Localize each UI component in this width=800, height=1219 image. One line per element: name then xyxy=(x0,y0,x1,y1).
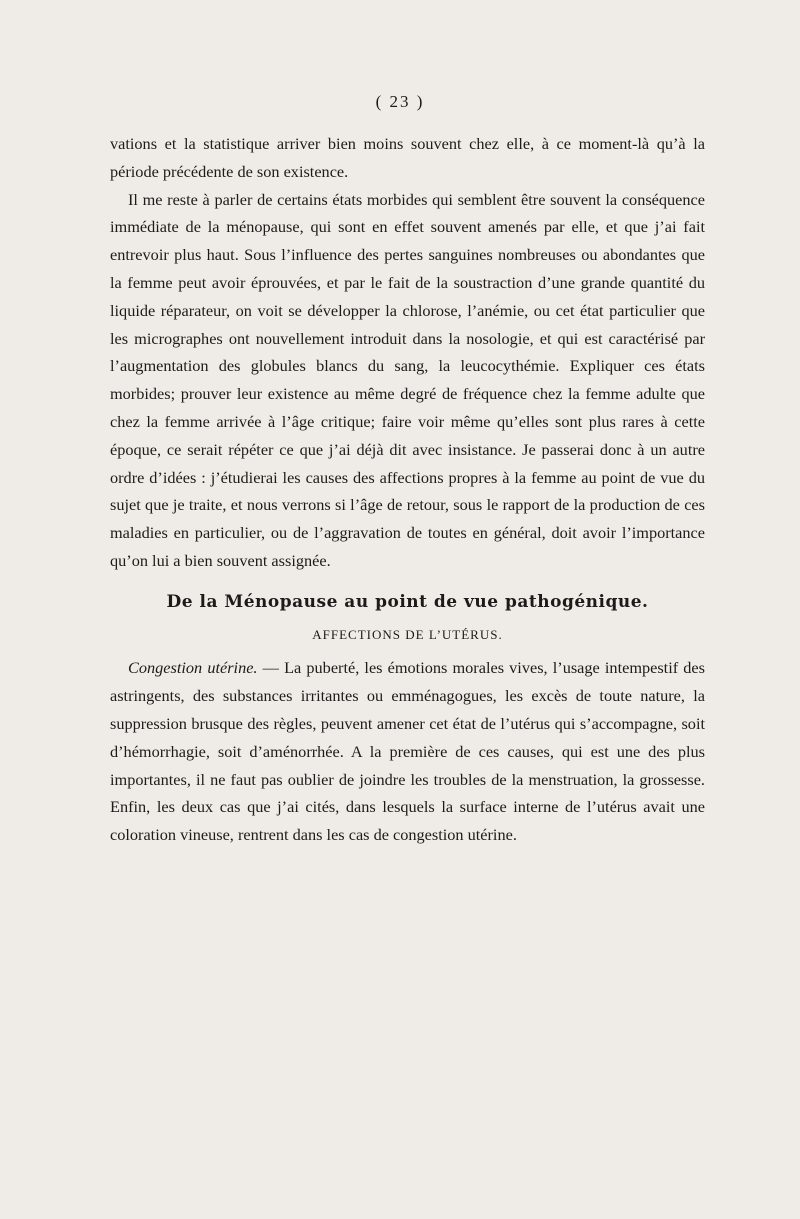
paragraph-uterine-congestion xyxy=(110,654,705,849)
page-number: ( 23 ) xyxy=(375,92,425,111)
paragraph-continuation: vations et la statistique arriver bien moins souvent chez elle, à ce moment-là qu’à la période précédente de son existence. xyxy=(110,134,705,181)
paragraph-lead-term: Congestion utérine. xyxy=(128,658,258,678)
section-title: De la Ménopause au point de vue pathogénique. xyxy=(166,591,649,612)
paragraph-text: — La puberté, les émotions morales vives, l’usage intempestif des astringents, des substances irritantes ou emménagogues, les excès de toute nature, la suppression brusque des règles, peuvent amener cet état de l’utérus qui s’accompagne, soit d’hémorrhagie, soit d’aménorrhée. A la première de ces causes, qui est une des plus importantes, il ne faut pas oublier de joindre les troubles de la menstruation, la grossesse. Enfin, les deux cas que j’ai cités, dans lesquels la surface interne de l’utérus avait une coloration vineuse, rentrent dans les cas de congestion utérine. xyxy=(110,658,705,845)
subsection-title: AFFECTIONS DE L’UTÉRUS. xyxy=(312,626,503,642)
paragraph-morbid-states: Il me reste à parler de certains états morbides qui semblent être souvent la conséquence immédiate de la ménopause, qui sont en effet souvent amenés par elle, et que j’ai fait entrevoir plus haut. Sous l’influence des pertes sanguines nombreuses ou abondantes que la femme peut avoir éprouvées, et par le fait de la soustraction d’une grande quantité du liquide réparateur, on voit se développer la chlorose, l’anémie, ou cet état particulier que les micrographes ont nouvellement introduit dans la nosologie, et qui est caractérisé par l’augmentation des globules blancs du sang, la leucocythémie. Expliquer ces états morbides; prouver leur existence au même degré de fréquence chez la femme adulte que chez la femme arrivée à l’âge critique; faire voir même qu’elles sont plus rares à cette époque, ce serait répéter ce que j’ai déjà dit avec insistance. Je passerai donc à un autre ordre d’idées : j’étudierai les causes des affections propres à la femme au point de vue du sujet que je traite, et nous verrons si l’âge de retour, sous le rapport de la production de ces maladies en particulier, ou de l’aggravation de toutes en général, doit avoir l’importance qu’on lui a bien souvent assignée. xyxy=(110,189,705,570)
page-body xyxy=(110,130,705,849)
